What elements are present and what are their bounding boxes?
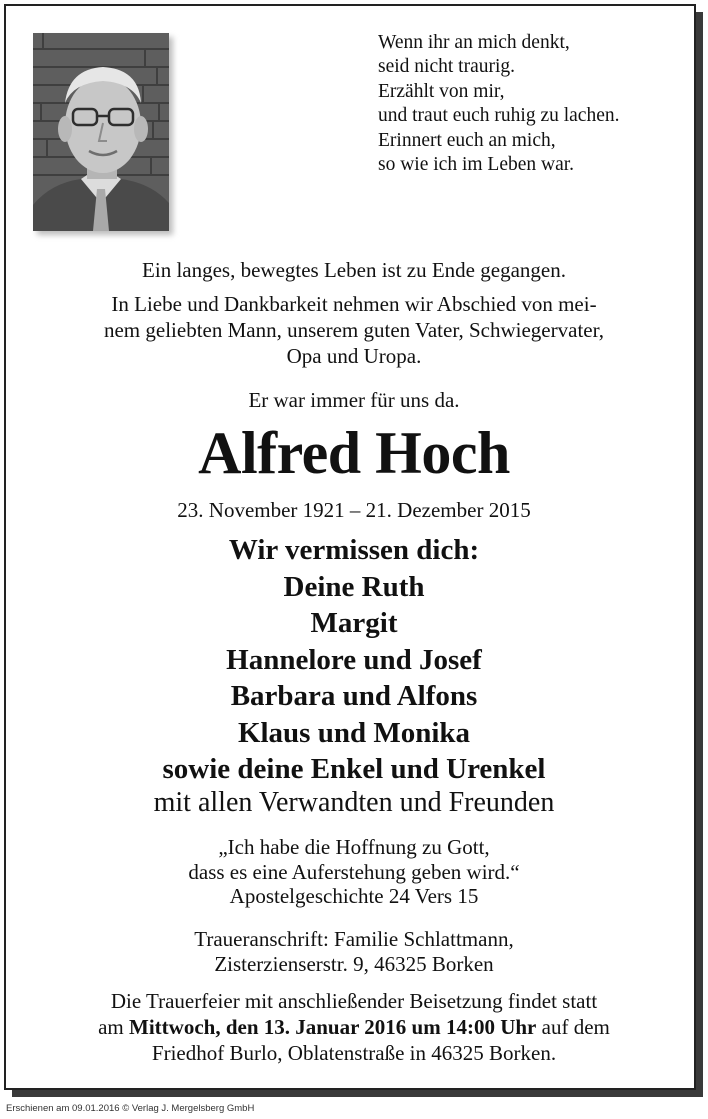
frame-shadow-bottom <box>12 1090 703 1097</box>
deceased-name: Alfred Hoch <box>198 420 510 486</box>
farewell-text <box>20 291 688 369</box>
service-line: Die Trauerfeier mit anschließender Beisetzung findet statt <box>110 989 598 1013</box>
publication-footer: Erschienen am 09.01.2016 © Verlag J. Mergelsberg GmbH <box>6 1103 255 1114</box>
service-line: Friedhof Burlo, Oblatenstraße in 46325 Borken. <box>151 1041 557 1065</box>
relatives-line: mit allen Verwandten und Freunden <box>153 787 555 818</box>
service-details <box>20 988 688 1066</box>
poem-line: Erinnert euch an mich, <box>378 129 556 151</box>
farewell-line: Opa und Uropa. <box>286 344 422 368</box>
address-line: Traueranschrift: Familie Schlattmann, <box>194 927 514 951</box>
poem-line: und traut euch ruhig zu lachen. <box>378 105 620 127</box>
quote-source: Apostelgeschichte 24 Vers 15 <box>229 884 479 908</box>
poem-line: seid nicht traurig. <box>378 56 516 78</box>
quote-line: dass es eine Auferstehung geben wird.“ <box>188 859 520 884</box>
memorial-poem <box>378 31 688 177</box>
quote-line: „Ich habe die Hoffnung zu Gott, <box>218 835 490 859</box>
intro-text: Ein langes, bewegtes Leben ist zu Ende gegangen. <box>142 258 566 282</box>
portrait-photo <box>33 33 169 231</box>
poem-line: Erzählt von mir, <box>378 80 505 102</box>
mourner-line: Klaus und Monika <box>237 716 471 749</box>
mourner-line: Deine Ruth <box>283 570 425 603</box>
mourners-list <box>20 532 688 788</box>
mourner-line: Margit <box>310 607 398 639</box>
mourner-line: sowie deine Enkel und Urenkel <box>162 753 546 785</box>
poem-line: so wie ich im Leben war. <box>378 154 575 176</box>
life-dates: 23. November 1921 – 21. Dezember 2015 <box>177 498 531 522</box>
mourner-line: Barbara und Alfons <box>230 680 478 712</box>
frame-shadow-right <box>696 12 703 1097</box>
poem-line: Wenn ihr an mich denkt, <box>378 32 570 53</box>
address-line: Zisterzienserstr. 9, 46325 Borken <box>214 952 494 976</box>
mourner-line: Wir vermissen dich: <box>228 534 480 566</box>
bible-quote <box>20 835 688 909</box>
mourning-address <box>20 927 688 977</box>
service-date-time: Mittwoch, den 13. Januar 2016 um 14:00 Uhr <box>129 1015 537 1039</box>
tagline: Er war immer für uns da. <box>248 388 460 412</box>
farewell-line: nem geliebten Mann, unserem guten Vater, Schwiegervater, <box>103 318 604 342</box>
mourner-line: Hannelore und Josef <box>226 643 482 676</box>
service-line: am Mittwoch, den 13. Januar 2016 um 14:00 Uhr auf dem <box>98 1015 610 1039</box>
farewell-line: In Liebe und Dankbarkeit nehmen wir Abschied von mei- <box>111 292 597 316</box>
